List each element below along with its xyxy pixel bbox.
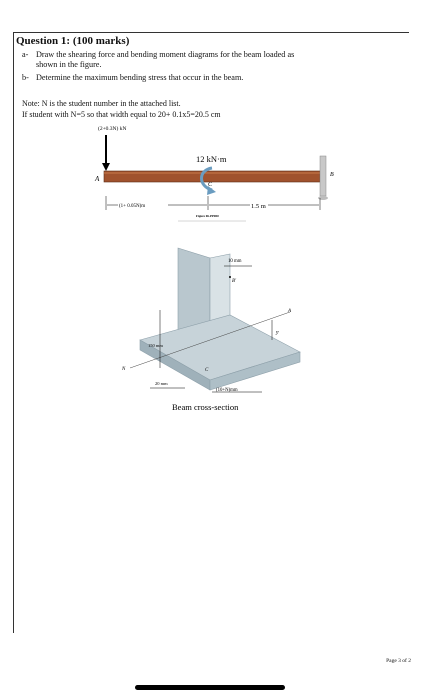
left-span-label: (1+ 0.05N)m: [119, 204, 146, 209]
part-a-marker: a-: [22, 50, 29, 59]
point-b-prime-dot: [229, 276, 231, 278]
figure-caption: Figure 06-PP000: [196, 214, 219, 218]
section-flange-top: [140, 315, 300, 380]
wall-support: [320, 156, 326, 196]
point-b-prime-label: B': [232, 279, 237, 284]
cross-section-figure: [0, 240, 421, 420]
note-line2: If student with N=5 so that width equal to 20+ 0.1x5=20.5 cm: [22, 110, 221, 119]
ybar-label: y̅: [276, 330, 279, 336]
section-caption: Beam cross-section: [172, 402, 239, 412]
part-b-marker: b-: [22, 73, 29, 82]
point-a-label-section: A: [288, 309, 292, 314]
page-number: Page 3 of 2: [386, 658, 411, 664]
point-c-label-section: C: [205, 368, 209, 373]
beam-figure: [0, 118, 421, 228]
home-indicator[interactable]: [135, 685, 285, 690]
right-span-label: 1.5 m: [251, 203, 266, 210]
part-b-text: Determine the maximum bending stress that occur in the beam.: [36, 73, 244, 82]
point-b-label: B: [330, 172, 334, 178]
force-label: (2+0.3N) kN: [98, 126, 127, 132]
force-arrow-head: [102, 163, 110, 171]
flange-dim-label: 20 mm: [155, 381, 168, 386]
question-title: Question 1: (100 marks): [16, 35, 130, 47]
dim-top-label: 10 mm: [228, 259, 242, 264]
wall-base: [318, 196, 328, 200]
note-line1: Note: N is the student number in the attached list.: [22, 99, 181, 108]
part-a-line2: shown in the figure.: [36, 60, 102, 69]
width-dim-label: (10+N)mm: [216, 388, 238, 393]
point-c-label: C: [208, 182, 213, 188]
height-dim-label: 150 mm: [148, 343, 163, 348]
point-a-label: A: [95, 175, 100, 183]
part-a-line1: Draw the shearing force and bending moment diagrams for the beam loaded as: [36, 50, 295, 59]
moment-label: 12 kN·m: [196, 154, 227, 164]
point-n-label: N: [122, 367, 126, 372]
